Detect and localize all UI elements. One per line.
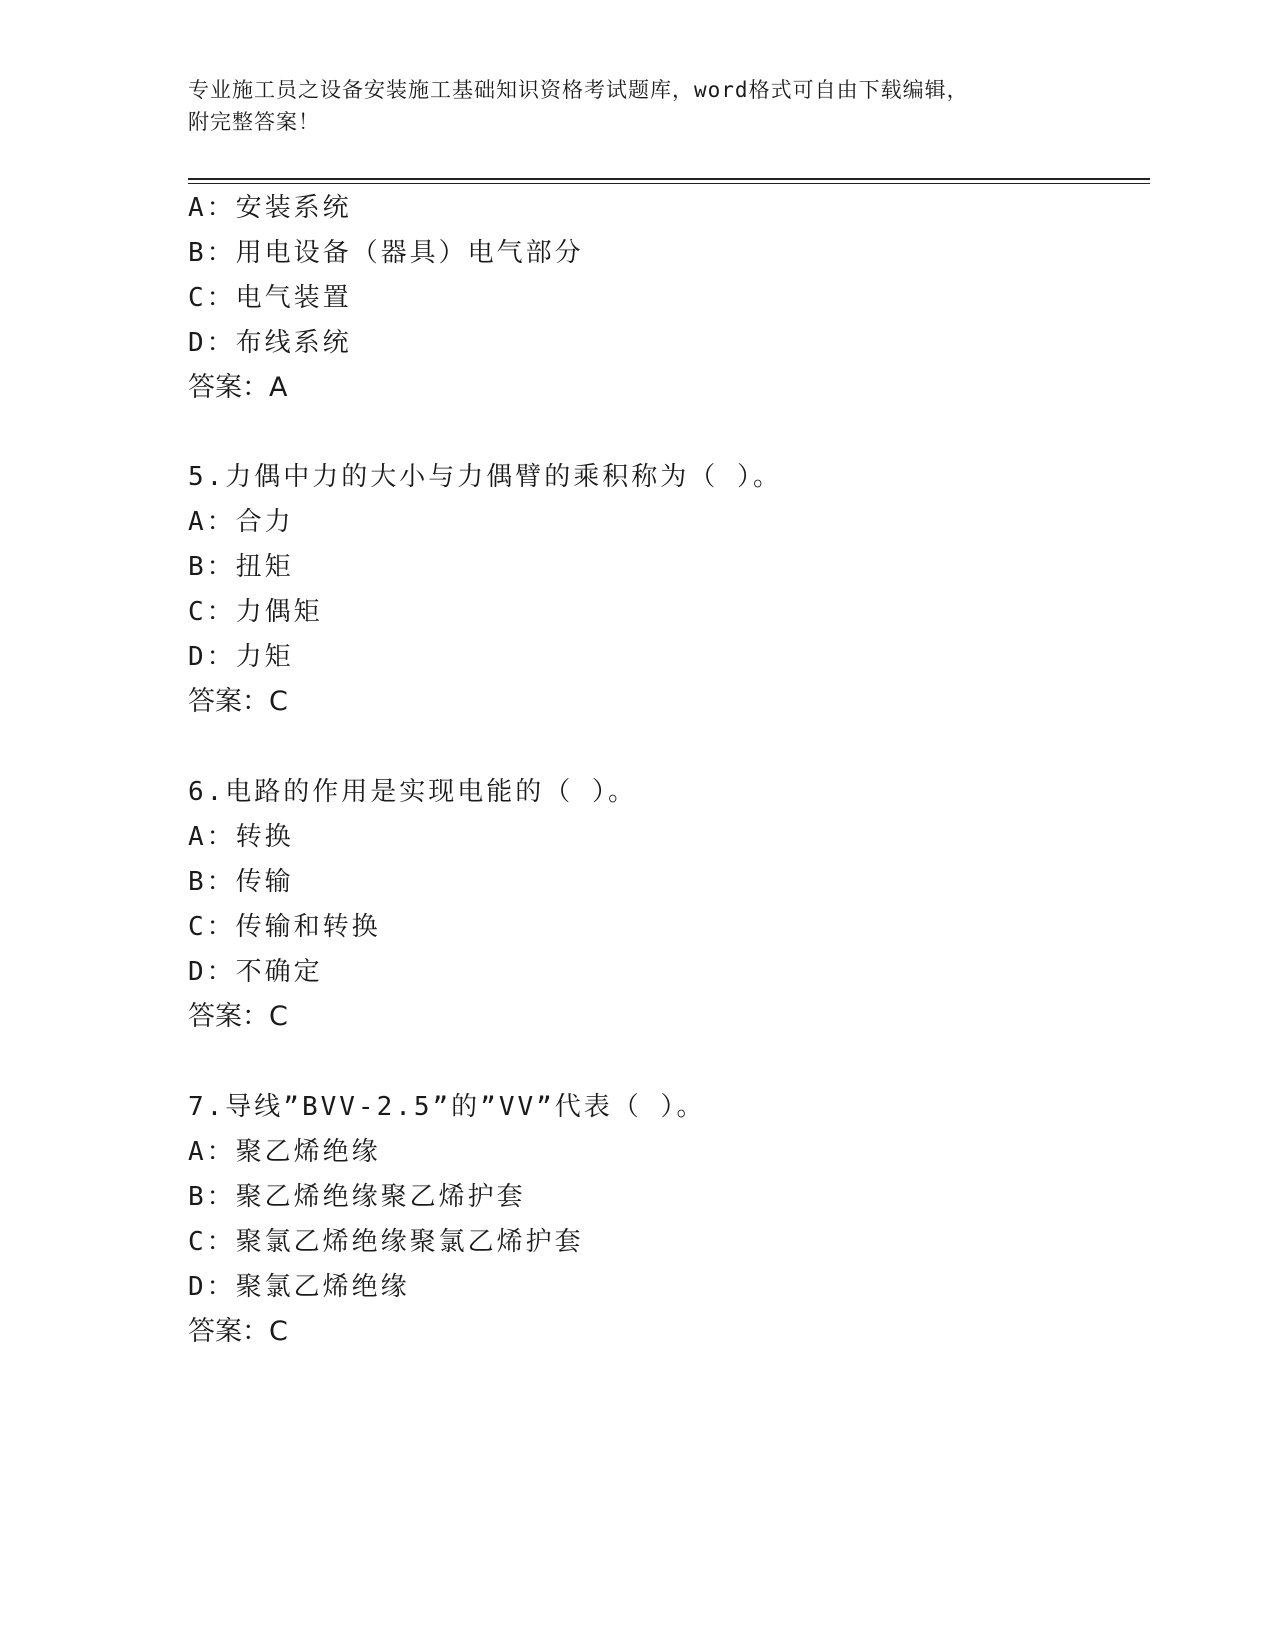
- option-d: D：力矩: [188, 642, 294, 672]
- answer: 答案：C: [188, 1316, 288, 1347]
- question-text: 7.导线”BVV-2.5”的”VV”代表（ ）。: [188, 1092, 706, 1122]
- option-c: C：传输和转换: [188, 912, 381, 942]
- option-a: A：转换: [188, 822, 294, 852]
- question-text: 5.力偶中力的大小与力偶臂的乘积称为（ ）。: [188, 462, 782, 492]
- option-b: B：扭矩: [188, 552, 294, 582]
- question-text: 6.电路的作用是实现电能的（ ）。: [188, 777, 637, 807]
- option-d: D：不确定: [188, 957, 323, 987]
- option-a: A：安装系统: [188, 193, 352, 223]
- option-a: A：聚乙烯绝缘: [188, 1137, 381, 1167]
- answer: 答案：A: [188, 372, 288, 403]
- header-line-1: 专业施工员之设备安装施工基础知识资格考试题库，word格式可自由下载编辑，: [188, 78, 969, 102]
- header-divider: [188, 178, 1150, 184]
- answer: 答案：C: [188, 1001, 288, 1032]
- option-b: B：用电设备（器具）电气部分: [188, 238, 584, 268]
- option-c: C：力偶矩: [188, 597, 323, 627]
- option-d: D：聚氯乙烯绝缘: [188, 1272, 410, 1302]
- document-header: [188, 74, 1068, 138]
- option-b: B：传输: [188, 867, 294, 897]
- option-d: D：布线系统: [188, 328, 352, 358]
- answer: 答案：C: [188, 686, 288, 717]
- option-c: C：聚氯乙烯绝缘聚氯乙烯护套: [188, 1227, 584, 1257]
- option-c: C：电气装置: [188, 283, 352, 313]
- option-b: B：聚乙烯绝缘聚乙烯护套: [188, 1182, 526, 1212]
- option-a: A：合力: [188, 507, 294, 537]
- header-line-2: 附完整答案！: [188, 110, 320, 134]
